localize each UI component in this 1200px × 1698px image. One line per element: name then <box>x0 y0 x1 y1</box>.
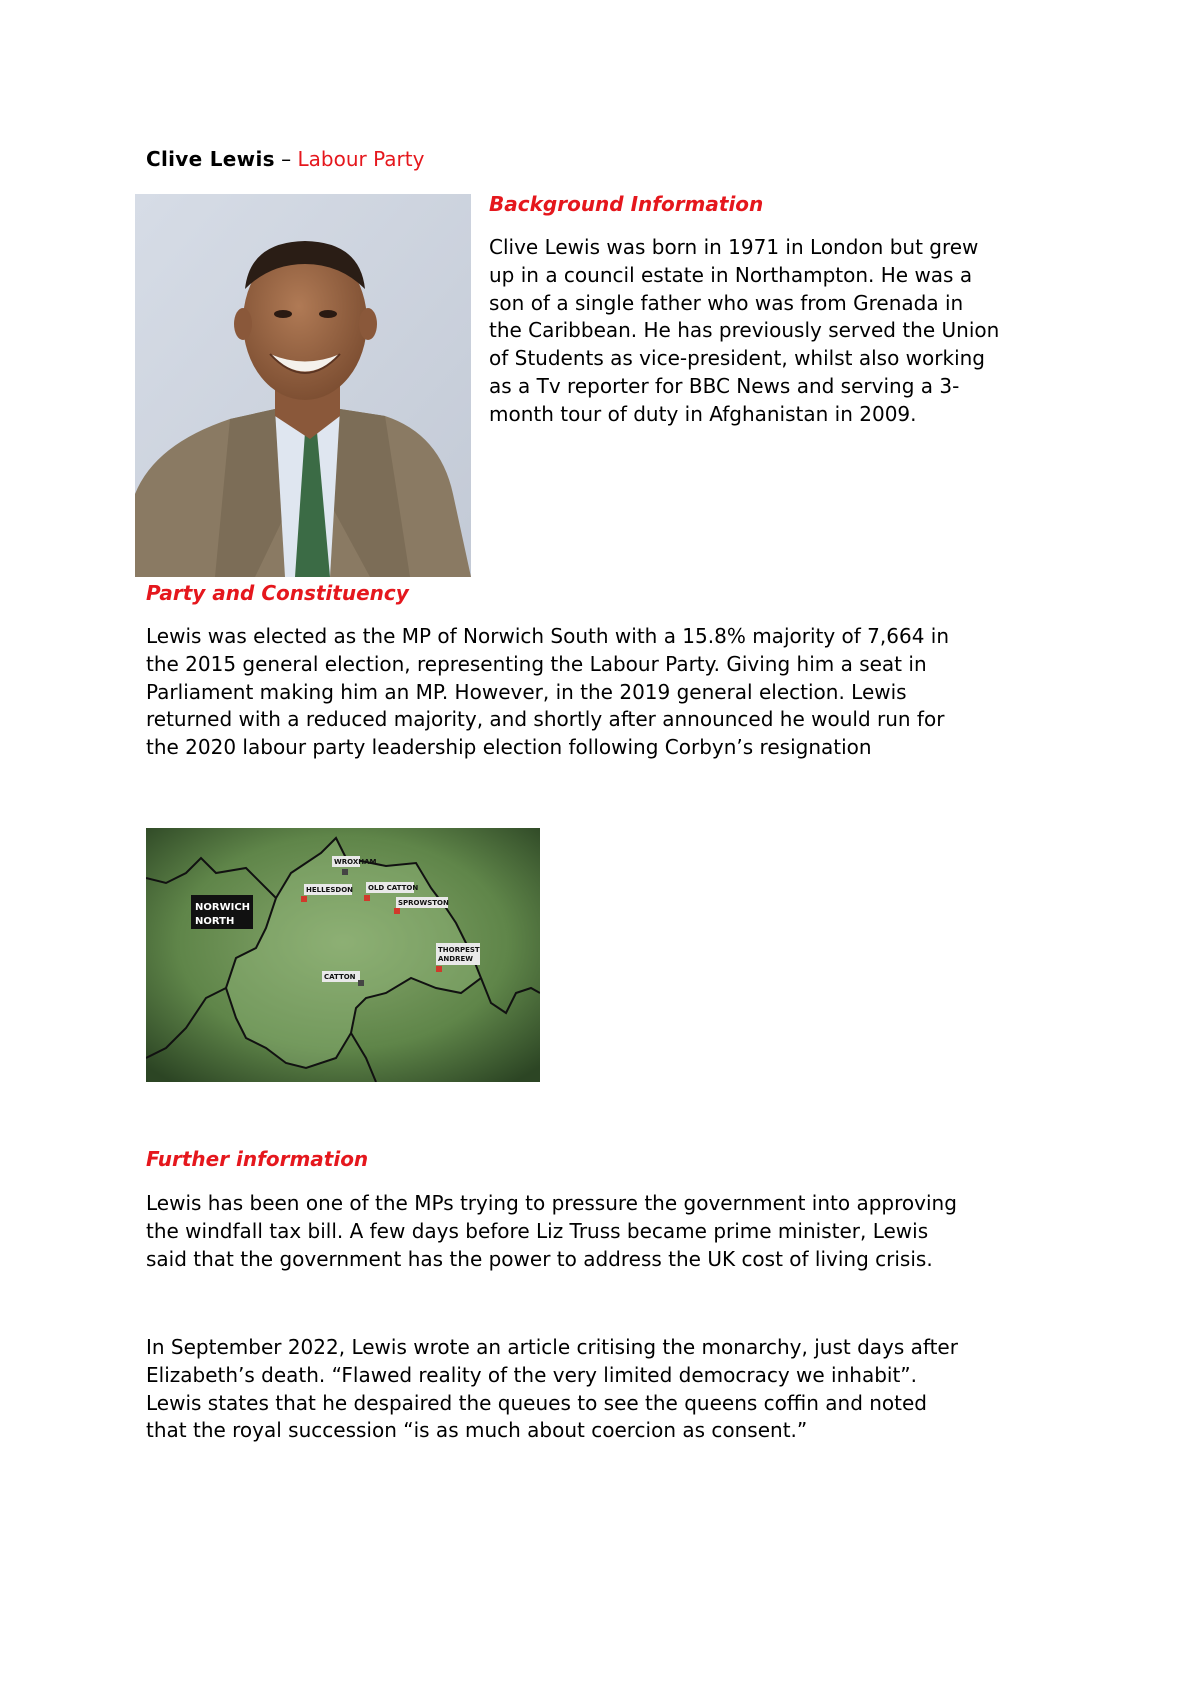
text-line: Elizabeth’s death. “Flawed reality of the very limited democracy we inhabit”. <box>146 1362 918 1387</box>
text-line: Lewis has been one of the MPs trying to pressure the government into approving <box>146 1191 957 1215</box>
text-line: In September 2022, Lewis wrote an article critising the monarchy, just days after <box>146 1335 958 1359</box>
text-line: month tour of duty in Afghanistan in 2009. <box>489 401 917 426</box>
text-line: the 2015 general election, representing the Labour Party. Giving him a seat in <box>146 651 927 676</box>
mp-name: Clive Lewis <box>146 147 275 171</box>
town-label: ANDREW <box>438 955 473 963</box>
region-label-2: NORTH <box>195 916 235 927</box>
text-line: the windfall tax bill. A few days before Liz Truss became prime minister, Lewis <box>146 1218 929 1243</box>
text-line: the 2020 labour party leadership election following Corbyn’s resignation <box>146 735 872 760</box>
further-paragraph-1 <box>146 1190 957 1273</box>
background-text <box>489 234 999 429</box>
text-line: said that the government has the power to address the UK cost of living crisis. <box>146 1246 933 1271</box>
title-separator: – <box>274 147 298 171</box>
party-name: Labour Party <box>297 147 425 171</box>
constituency-map <box>146 828 540 1082</box>
background-heading: Background Information <box>489 192 764 216</box>
town-label: CATTON <box>324 973 356 981</box>
party-heading: Party and Constituency <box>146 581 409 605</box>
text-line: that the royal succession “is as much about coercion as consent.” <box>146 1418 808 1443</box>
text-line: Clive Lewis was born in 1971 in London but grew <box>489 235 979 259</box>
text-line: Parliament making him an MP. However, in the 2019 general election. Lewis <box>146 679 907 704</box>
town-label: OLD CATTON <box>368 884 419 892</box>
page-title <box>146 146 424 172</box>
further-paragraph-2 <box>146 1334 958 1445</box>
text-line: up in a council estate in Northampton. He was a <box>489 262 973 287</box>
town-label: SPROWSTON <box>398 899 449 907</box>
town-label: HELLESDON <box>306 886 354 894</box>
further-heading: Further information <box>146 1147 369 1171</box>
text-line: son of a single father who was from Grenada in <box>489 290 964 315</box>
party-text <box>146 623 949 762</box>
region-label-1: NORWICH <box>195 902 251 913</box>
town-label: THORPEST <box>438 946 480 954</box>
text-line: of Students as vice-president, whilst also working <box>489 346 985 371</box>
text-line: returned with a reduced majority, and shortly after announced he would run for <box>146 707 945 732</box>
portrait-photo <box>135 194 471 577</box>
text-line: Lewis states that he despaired the queues to see the queens coffin and noted <box>146 1390 927 1415</box>
text-line: Lewis was elected as the MP of Norwich South with a 15.8% majority of 7,664 in <box>146 624 950 648</box>
town-label: WROXHAM <box>334 858 377 866</box>
text-line: the Caribbean. He has previously served the Union <box>489 318 1000 343</box>
text-line: as a Tv reporter for BBC News and serving a 3- <box>489 373 960 398</box>
